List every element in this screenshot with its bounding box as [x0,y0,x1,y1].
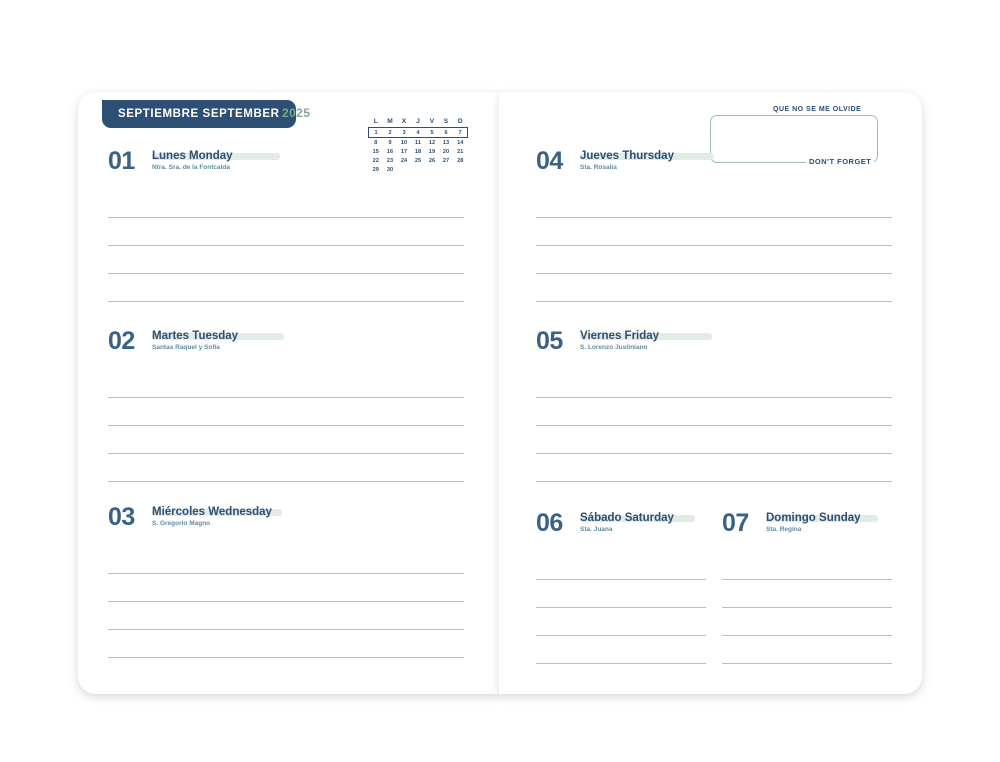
writing-line[interactable] [108,602,464,630]
day-header [722,510,892,544]
page-gutter [499,92,501,694]
writing-line[interactable] [722,552,892,580]
month-tab: SEPTIEMBRE SEPTEMBER [102,100,296,128]
day-entry-01 [108,148,464,182]
writing-line[interactable] [536,190,892,218]
mini-calendar-day[interactable]: 20 [442,148,450,155]
mini-calendar-day[interactable]: 1 [369,128,384,138]
mini-calendar-day[interactable]: 16 [386,148,394,155]
mini-calendar-day[interactable]: 17 [400,148,408,155]
mini-calendar-day[interactable]: 8 [374,139,378,146]
mini-calendar-day[interactable]: 19 [428,148,436,155]
mini-calendar-day[interactable]: 27 [442,157,450,164]
mini-calendar-day[interactable]: 22 [372,157,379,164]
mini-calendar-day[interactable]: 25 [414,157,422,164]
saint-name: S. Lorenzo Justiniano [580,344,648,351]
writing-lines[interactable] [722,552,892,664]
weekday-header: V [429,118,435,125]
writing-lines[interactable] [536,190,892,302]
weekday-header: D [457,118,463,125]
day-header [108,328,464,362]
mini-calendar-day[interactable]: 30 [386,166,394,173]
mini-calendar-day[interactable]: 4 [411,128,425,138]
mini-calendar-day[interactable]: 24 [400,157,408,164]
writing-line[interactable] [108,218,464,246]
writing-line[interactable] [108,546,464,574]
mini-calendar-day[interactable]: 11 [415,139,421,146]
mini-calendar-day[interactable]: 15 [372,148,379,155]
writing-lines[interactable] [108,370,464,482]
day-header [108,148,464,182]
day-name: Sábado Saturday [580,512,674,524]
writing-line[interactable] [536,218,892,246]
weekday-header: X [401,118,407,125]
weekday-header: S [443,118,449,125]
writing-line[interactable] [536,246,892,274]
saint-name: Sta. Rosalía [580,164,617,171]
mini-calendar-day[interactable]: 13 [442,139,450,146]
writing-line[interactable] [108,574,464,602]
planner-spread [78,92,922,694]
writing-line[interactable] [536,580,706,608]
writing-line[interactable] [108,454,464,482]
right-page [500,92,922,694]
day-name: Miércoles Wednesday [152,506,272,518]
day-number: 03 [108,503,135,531]
day-number: 02 [108,327,135,355]
writing-line[interactable] [536,370,892,398]
day-header [536,510,706,544]
mini-calendar-day[interactable]: 28 [457,157,464,164]
mini-calendar-day[interactable]: 5 [425,128,439,138]
writing-lines[interactable] [108,190,464,302]
day-name: Lunes Monday [152,150,233,162]
writing-line[interactable] [536,552,706,580]
mini-calendar-day[interactable]: 23 [386,157,394,164]
day-header [536,148,892,182]
mini-calendar-day[interactable]: 7 [453,128,468,138]
writing-lines[interactable] [536,370,892,482]
writing-line[interactable] [536,426,892,454]
day-header [536,328,892,362]
mini-calendar-day[interactable]: 6 [439,128,453,138]
writing-line[interactable] [536,454,892,482]
left-page [78,92,500,694]
mini-calendar-header-row [369,117,468,128]
writing-line[interactable] [536,636,706,664]
mini-calendar-day[interactable]: 14 [457,139,464,146]
saint-name: S. Gregorio Magno [152,520,211,527]
mini-calendar-day[interactable]: 12 [428,139,436,146]
mini-calendar-day[interactable]: 2 [383,128,397,138]
day-header [108,504,464,538]
day-entry-04 [536,148,892,182]
day-number: 07 [722,509,749,537]
dont-forget-label-es: QUE NO SE ME OLVIDE [770,106,864,113]
day-entry-07 [722,510,892,544]
writing-lines[interactable] [108,546,464,658]
writing-line[interactable] [536,398,892,426]
day-number: 04 [536,147,563,175]
mini-calendar-day[interactable]: 21 [457,148,464,155]
day-number: 01 [108,147,135,175]
dont-forget-label-en: DON'T FORGET [806,157,874,166]
weekday-header: J [416,118,420,125]
weekday-header: M [387,118,393,125]
weekday-header: L [373,118,378,125]
saint-name: Sta. Regina [766,526,802,533]
writing-line[interactable] [722,608,892,636]
day-number: 06 [536,509,563,537]
day-entry-06 [536,510,706,544]
writing-line[interactable] [108,630,464,658]
writing-line[interactable] [108,370,464,398]
mini-calendar-day[interactable]: 29 [372,166,379,173]
mini-calendar-day[interactable]: 3 [397,128,411,138]
writing-line[interactable] [722,636,892,664]
mini-calendar-day[interactable]: 26 [428,157,436,164]
writing-line[interactable] [108,398,464,426]
day-entry-05 [536,328,892,362]
writing-line[interactable] [108,190,464,218]
writing-line[interactable] [536,274,892,302]
mini-calendar-day[interactable]: 10 [400,139,408,146]
year-label: 2025 [282,106,311,120]
day-entry-03 [108,504,464,538]
day-name: Domingo Sunday [766,512,861,524]
mini-calendar-day[interactable]: 9 [388,139,392,146]
saint-name: Santas Raquel y Sofía [152,344,220,351]
writing-line[interactable] [108,246,464,274]
mini-calendar-week [369,138,468,148]
writing-line[interactable] [722,580,892,608]
saint-name: Sta. Juana [580,526,613,533]
mini-calendar-day[interactable]: 18 [414,148,422,155]
day-entry-02 [108,328,464,362]
day-number: 05 [536,327,563,355]
writing-line[interactable] [108,426,464,454]
writing-line[interactable] [536,608,706,636]
day-name: Martes Tuesday [152,330,239,342]
writing-line[interactable] [108,274,464,302]
writing-lines[interactable] [536,552,706,664]
day-name: Viernes Friday [580,330,660,342]
saint-name: Ntra. Sra. de la Fontcalda [152,164,231,171]
day-name: Jueves Thursday [580,150,674,162]
mini-calendar-week [369,128,468,138]
